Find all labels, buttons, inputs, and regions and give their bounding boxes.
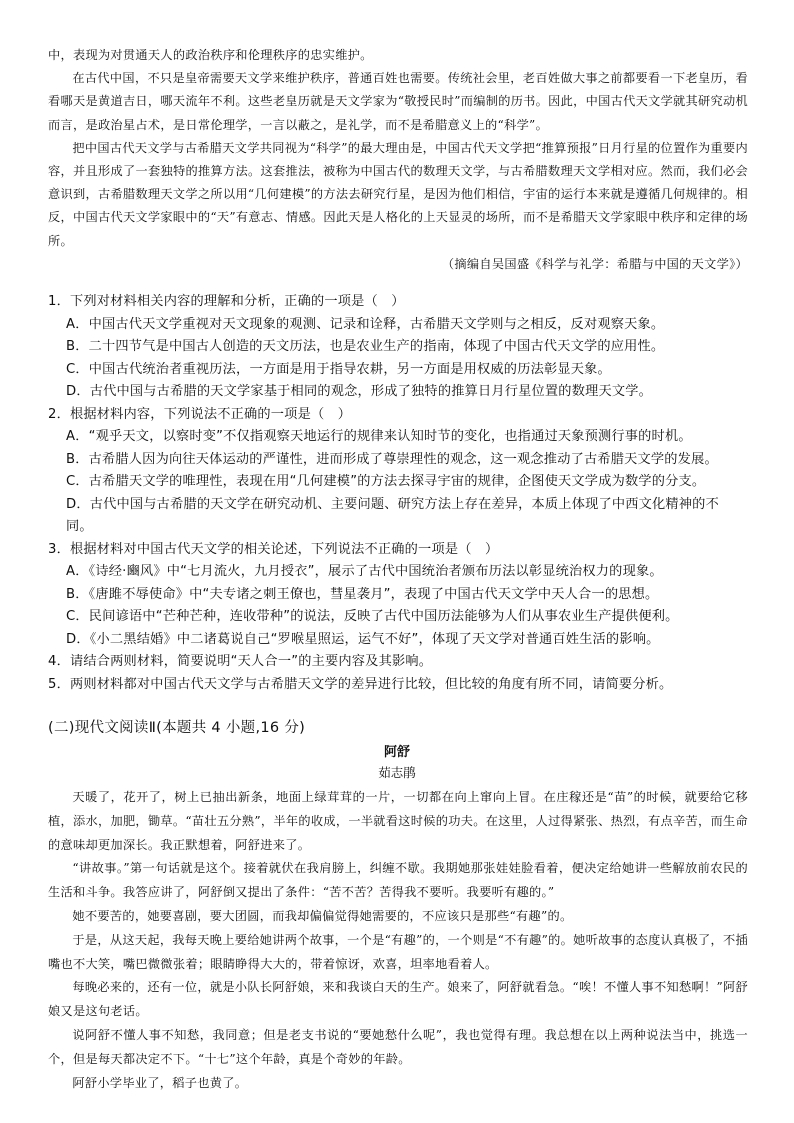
question-5: 5．两则材料都对中国古代天文学与古希腊天文学的差异进行比较，但比较的角度有所不同，请简要分析。 <box>48 676 673 692</box>
paragraph: 说阿舒不懂人事不知愁，我同意；但是老支书说的“要她愁什么呢”，我也觉得有理。我总想在以上两种说法当中，挑选一个，但是每天都决定不下。“十七”这个年龄，真是个奇妙的年龄。 <box>48 1027 748 1066</box>
question-2-option-d: D．古代中国与古希腊的天文学在研究动机、主要问题、研究方法上存在差异，本质上体现了中西文化精神的不 <box>66 496 719 512</box>
question-1-stem: 1．下列对材料相关内容的理解和分析，正确的一项是（ ） <box>48 294 405 309</box>
question-3-option-a: A．《诗经·豳风》中“七月流火，九月授衣”，展示了古代中国统治者颁布历法以彰显统治权力的现象。 <box>66 564 663 579</box>
paragraph: 阿舒小学毕业了，稻子也黄了。 <box>72 1075 248 1090</box>
question-4: 4．请结合两则材料，简要说明“天人合一”的主要内容及其影响。 <box>48 654 433 669</box>
story-title: 阿舒 <box>383 745 410 760</box>
paragraph: 把中国古代天文学与古希腊天文学共同视为“科学”的最大理由是，中国古代天文学把“推算预报”日月行星的位置作为重要内容，并且形成了一套独特的推算方法。这套推法，被称为中国古代的数理天文学，与古希腊数理天文学相对应。然而，我们必会意识到，古希腊数理天文学之所以用“几何建模”的方法去研究行星，是因为他们相信，宇宙的运行本来就是遵循几何规律的。相反，中国古代天文学家眼中的“天”有意志、情感。因此天是人格化的上天显灵的场所，而不是希腊天文学家眼中秩序和定律的场所。 <box>48 140 748 248</box>
question-2-option-c: C．古希腊天文学的唯理性，表现在用“几何建模”的方法去探寻宇宙的规律，企图使天文学成为数学的分支。 <box>66 474 706 489</box>
question-1-option-b: B．二十四节气是中国古人创造的天文历法，也是农业生产的指南，体现了中国古代天文学的应用性。 <box>66 339 665 354</box>
question-2-option-d-cont: 同。 <box>66 519 93 534</box>
paragraph: 天暖了，花开了，树上已抽出新条，地面上绿茸茸的一片，一切都在向上窜向上冒。在庄稼还是“苗”的时候，就要给它移植，添水，加肥，锄草。“苗壮五分熟”，半年的收成，一半就看这时候的功夫。在这里，人过得紧张、热烈，有点辛苦，而生命的意味却更加深长。我正默想着，阿舒进来了。 <box>48 790 748 852</box>
question-3-stem: 3．根据材料对中国古代天文学的相关论述，下列说法不正确的一项是（ ） <box>48 541 499 557</box>
question-2-stem: 2．根据材料内容，下列说法不正确的一项是（ ） <box>48 406 352 422</box>
questions <box>48 291 750 696</box>
paragraph: 中，表现为对贯通天人的政治秩序和伦理秩序的忠实维护。 <box>48 48 373 62</box>
question-1-option-a: A．中国古代天文学重视对天文现象的观测、记录和诠释，古希腊天文学则与之相反，反对观察天象。 <box>66 316 665 332</box>
paragraph: 在古代中国，不只是皇帝需要天文学来维护秩序，普通百姓也需要。传统社会里，老百姓做大事之前都要看一下老皇历，看看哪天是黄道吉日，哪天流年不利。这些老皇历就是天文学家为“敬授民时”而编制的历书。因此，中国古代天文学就其研究动机而言，是政治星占术，是日常伦理学，一言以蔽之，是礼学，而不是希腊意义上的“科学”。 <box>48 71 748 132</box>
question-2-option-b: B．古希腊人因为向往天体运动的严谨性，进而形成了尊崇理性的观念，这一观念推动了古希腊天文学的发展。 <box>66 451 718 467</box>
question-3-option-b: B．《唐雎不辱使命》中“夫专诸之刺王僚也，彗星袭月”，表现了中国古代天文学中天人合一的思想。 <box>66 586 659 602</box>
source-citation: （摘编自吴国盛《科学与礼学：希腊与中国的天文学》） <box>441 256 748 271</box>
question-3-option-d: D．《小二黑结婚》中二诸葛说自己“罗喉星照运，运气不好”，体现了天文学对普通百姓生活的影响。 <box>66 631 660 647</box>
paragraph: “讲故事。”第一句话就是这个。接着就伏在我肩膀上，纠缠不歇。我期她那张娃娃脸看着，便决定给她讲一些解放前农民的生活和斗争。我答应讲了，阿舒倒又提出了条件：“苦不苦？苦得我不要听。我要听有趣的。” <box>48 861 748 900</box>
section-2-heading: (二)现代文阅读Ⅱ(本题共 4 小题,16 分) <box>48 720 306 736</box>
story-author: 茹志鹃 <box>378 765 416 780</box>
paragraph: 于是，从这天起，我每天晚上要给她讲两个故事，一个是“有趣”的，一个则是“不有趣”的。她听故事的态度认真极了，不插嘴也不大笑，嘴巴微微张着；眼睛睁得大大的，带着惊讶，欢喜，坦率地看着人。 <box>48 932 748 971</box>
passage-1 <box>48 44 748 276</box>
question-1-option-c: C．中国古代统治者重视历法，一方面是用于指导农耕，另一方面是用权威的历法彰显天象。 <box>66 361 611 377</box>
question-3-option-c: C．民间谚语中“芒种芒种，连收带种”的说法，反映了古代中国历法能够为人们从事农业生产提供便利。 <box>66 609 679 624</box>
question-1-option-d: D．古代中国与古希腊的天文学家基于相同的观念，形成了独特的推算日月行星位置的数理天文学。 <box>66 384 653 399</box>
paragraph: 每晚必来的，还有一位，就是小队长阿舒娘，来和我谈白天的生产。娘来了，阿舒就看急。“唉！不懂人事不知愁啊！”阿舒娘又是这句老话。 <box>48 980 748 1019</box>
question-2-option-a: A．“观乎天文，以察时变”不仅指观察天地运行的规律来认知时节的变化，也指通过天象预测行事的时机。 <box>66 429 692 444</box>
story-body <box>48 786 748 1095</box>
paragraph: 她不要苦的，她要喜剧，要大团圆，而我却偏偏觉得她需要的，不应该只是那些“有趣”的。 <box>72 908 573 923</box>
